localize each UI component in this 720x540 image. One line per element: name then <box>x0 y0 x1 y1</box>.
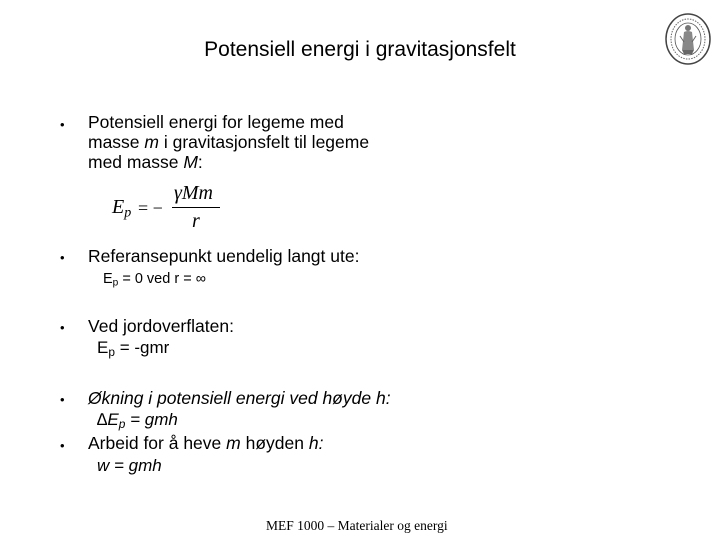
formula-equals-minus: = − <box>138 198 163 218</box>
bullet-1-line-1: Potensiell energi for legeme med <box>88 112 344 132</box>
university-seal-icon <box>664 12 712 66</box>
bullet-1-line-2a: masse <box>88 132 145 152</box>
bullet-3-text: Ved jordoverflaten: <box>88 316 234 336</box>
bullet-1-line-3b: : <box>197 152 203 172</box>
bullet-3-subline: $E_p = -gmr$ <box>97 338 170 359</box>
bullet-1-line-2b: i gravitasjonsfelt til legeme <box>158 132 370 152</box>
potential-energy-formula <box>108 180 228 236</box>
var-m: m <box>144 132 159 152</box>
bullet-4-marker: • <box>60 392 65 407</box>
slide-title: Potensiell energi i gravitasjonsfelt <box>204 38 516 61</box>
var-M: M <box>183 152 198 172</box>
bullet-1-line-3a: med masse <box>88 152 184 172</box>
bullet-4-subline: $\Delta E_p$ = gmh <box>97 410 178 431</box>
formula-numerator: γMm <box>174 182 213 204</box>
bullet-2-marker: • <box>60 250 65 265</box>
bullet-5-marker: • <box>60 438 65 453</box>
bullet-5-text: Arbeid for å heve m høyden h: <box>88 433 324 453</box>
formula-denominator: r <box>192 210 200 232</box>
bullet-5-subline: w = gmh <box>97 456 162 475</box>
bullet-1-text <box>88 112 369 172</box>
fraction-bar <box>172 207 220 208</box>
bullet-1-marker: • <box>60 117 65 132</box>
bullet-2-text: Referansepunkt uendelig langt ute: <box>88 246 360 266</box>
bullet-2-subline: $E_p = 0$ ved r = ∞ <box>103 271 207 289</box>
bullet-4-text: Økning i potensiell energi ved høyde h: <box>88 388 391 408</box>
footer-course-label: MEF 1000 – Materialer og energi <box>266 518 448 533</box>
formula-lhs: $E_p$ <box>112 196 132 221</box>
bullet-3-marker: • <box>60 320 65 335</box>
